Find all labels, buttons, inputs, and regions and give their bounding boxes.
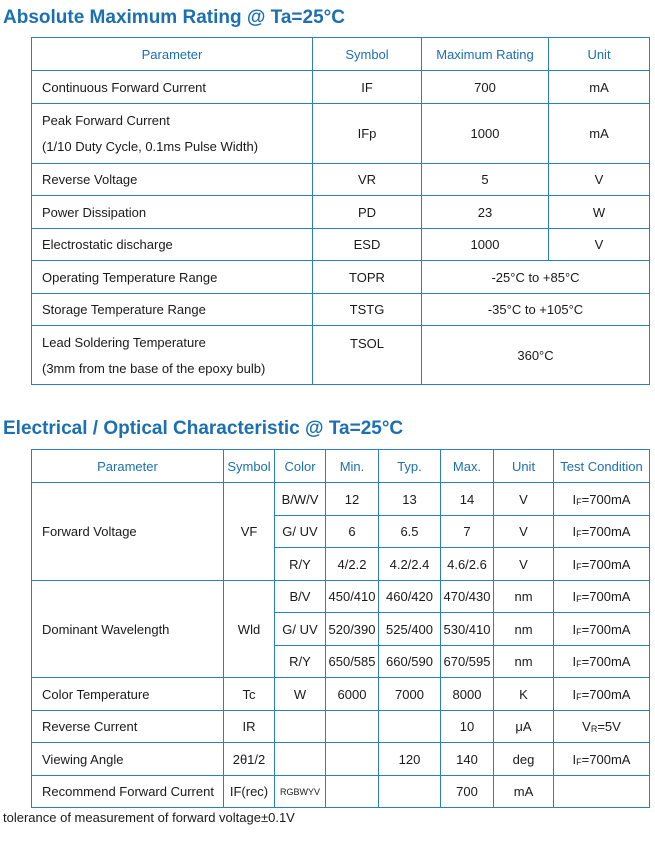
unit-cell: nm [494, 613, 554, 646]
color-cell: R/Y [275, 646, 326, 678]
max-cell: 23 [422, 196, 549, 229]
param-cell: Viewing Angle [32, 743, 224, 776]
max-cell: 7 [441, 516, 494, 548]
test-cell [554, 776, 650, 808]
max-cell: 700 [422, 71, 549, 104]
param-line2: (1/10 Duty Cycle, 0.1ms Pulse Width) [42, 139, 259, 154]
unit-cell: K [494, 678, 554, 711]
table-row [32, 743, 650, 776]
color-cell [275, 711, 326, 743]
color-cell: G/ UV [275, 613, 326, 646]
range-cell: 360°C [422, 326, 650, 385]
param-line1: Peak Forward Current [42, 113, 170, 128]
max-cell: 8000 [441, 678, 494, 711]
header-symbol: Symbol [313, 38, 422, 71]
symbol-cell: Wld [224, 581, 275, 678]
table-row [32, 71, 650, 104]
symbol-cell: TSTG [313, 294, 422, 326]
tolerance-note: tolerance of measurement of forward voltage±0.1V [3, 810, 295, 825]
color-cell: B/V [275, 581, 326, 613]
min-cell: 6000 [326, 678, 379, 711]
unit-cell: mA [549, 104, 650, 164]
symbol-cell: IFp [313, 104, 422, 164]
header-typ: Typ. [379, 450, 441, 483]
unit-cell: V [549, 229, 650, 261]
typ-cell: 120 [379, 743, 441, 776]
test-cell: $I_F=700mA$ [554, 678, 650, 711]
table-row [32, 261, 650, 294]
table-row [32, 711, 650, 743]
table-header-row [32, 450, 650, 483]
header-parameter: Parameter [32, 38, 313, 71]
unit-cell: nm [494, 646, 554, 678]
header-test-condition: Test Condition [554, 450, 650, 483]
range-cell: -25°C to +85°C [422, 261, 650, 294]
max-cell: 670/595 [441, 646, 494, 678]
unit-cell: deg [494, 743, 554, 776]
symbol-cell: 2θ1/2 [224, 743, 275, 776]
typ-cell: 6.5 [379, 516, 441, 548]
color-cell: R/Y [275, 548, 326, 581]
header-unit: Unit [494, 450, 554, 483]
min-cell: 450/410 [326, 581, 379, 613]
max-cell: 470/430 [441, 581, 494, 613]
test-cell: $I_F=700mA$ [554, 613, 650, 646]
typ-cell: 13 [379, 483, 441, 516]
symbol-cell: TOPR [313, 261, 422, 294]
param-cell: Power Dissipation [32, 196, 313, 229]
unit-cell: V [494, 483, 554, 516]
typ-cell: 7000 [379, 678, 441, 711]
param-cell [32, 326, 313, 385]
color-cell: B/W/V [275, 483, 326, 516]
typ-cell [379, 711, 441, 743]
unit-cell: μA [494, 711, 554, 743]
test-cell: $I_F=700mA$ [554, 483, 650, 516]
header-max-rating: Maximum Rating [422, 38, 549, 71]
max-cell: 14 [441, 483, 494, 516]
section2-title: Electrical / Optical Characteristic @ Ta=25°C [3, 418, 404, 439]
range-cell: -35°C to +105°C [422, 294, 650, 326]
test-cell: $V_R=5V$ [554, 711, 650, 743]
header-symbol: Symbol [224, 450, 275, 483]
test-cell: $I_F=700mA$ [554, 581, 650, 613]
param-cell: Operating Temperature Range [32, 261, 313, 294]
min-cell: 12 [326, 483, 379, 516]
max-cell: 5 [422, 164, 549, 196]
symbol-cell: TSOL [313, 326, 422, 385]
max-cell: 530/410 [441, 613, 494, 646]
test-cell: $I_F=700mA$ [554, 743, 650, 776]
test-cell: $I_F=700mA$ [554, 516, 650, 548]
test-cell: $I_F=700mA$ [554, 548, 650, 581]
symbol-cell: PD [313, 196, 422, 229]
header-min: Min. [326, 450, 379, 483]
min-cell [326, 743, 379, 776]
unit-cell: V [494, 516, 554, 548]
symbol-cell: ESD [313, 229, 422, 261]
color-cell [275, 743, 326, 776]
unit-cell: nm [494, 581, 554, 613]
unit-cell: V [549, 164, 650, 196]
header-unit: Unit [549, 38, 650, 71]
unit-cell: V [494, 548, 554, 581]
min-cell [326, 711, 379, 743]
max-cell: 1000 [422, 104, 549, 164]
symbol-cell: VF [224, 483, 275, 581]
min-cell [326, 776, 379, 808]
typ-cell: 660/590 [379, 646, 441, 678]
section1-title: Absolute Maximum Rating @ Ta=25°C [3, 7, 345, 28]
typ-cell [379, 776, 441, 808]
header-parameter: Parameter [32, 450, 224, 483]
param-cell [32, 104, 313, 164]
typ-cell: 460/420 [379, 581, 441, 613]
unit-cell: mA [549, 71, 650, 104]
symbol-cell: VR [313, 164, 422, 196]
symbol-cell: IF [313, 71, 422, 104]
typ-cell: 4.2/2.4 [379, 548, 441, 581]
table-row [32, 196, 650, 229]
test-cell: $I_F=700mA$ [554, 646, 650, 678]
param-cell: Recommend Forward Current [32, 776, 224, 808]
param-cell: Dominant Wavelength [32, 581, 224, 678]
param-line2: (3mm from tne base of the epoxy bulb) [42, 360, 266, 376]
max-cell: 140 [441, 743, 494, 776]
color-cell: G/ UV [275, 516, 326, 548]
param-cell: Reverse Voltage [32, 164, 313, 196]
param-cell: Electrostatic discharge [32, 229, 313, 261]
color-cell: W [275, 678, 326, 711]
max-cell: 1000 [422, 229, 549, 261]
symbol-cell: IF(rec) [224, 776, 275, 808]
table-row [32, 326, 650, 385]
table-row [32, 776, 650, 808]
min-cell: 4/2.2 [326, 548, 379, 581]
table-row [32, 294, 650, 326]
unit-cell: mA [494, 776, 554, 808]
param-line1: Lead Soldering Temperature [42, 334, 206, 350]
param-cell: Storage Temperature Range [32, 294, 313, 326]
min-cell: 6 [326, 516, 379, 548]
param-cell: Continuous Forward Current [32, 71, 313, 104]
typ-cell: 525/400 [379, 613, 441, 646]
table-row [32, 678, 650, 711]
absolute-max-rating-table [31, 37, 650, 385]
table-row [32, 104, 650, 164]
max-cell: 700 [441, 776, 494, 808]
unit-cell: W [549, 196, 650, 229]
max-cell: 10 [441, 711, 494, 743]
electrical-optical-table [31, 449, 650, 808]
param-cell: Color Temperature [32, 678, 224, 711]
symbol-cell: IR [224, 711, 275, 743]
max-cell: 4.6/2.6 [441, 548, 494, 581]
table-row [32, 229, 650, 261]
header-max: Max. [441, 450, 494, 483]
header-color: Color [275, 450, 326, 483]
param-cell: Reverse Current [32, 711, 224, 743]
param-cell: Forward Voltage [32, 483, 224, 581]
symbol-cell: Tc [224, 678, 275, 711]
table-row [32, 483, 650, 516]
min-cell: 650/585 [326, 646, 379, 678]
table-row [32, 581, 650, 613]
color-cell: RGBWYV [275, 776, 326, 808]
table-row [32, 164, 650, 196]
table-header-row [32, 38, 650, 71]
min-cell: 520/390 [326, 613, 379, 646]
